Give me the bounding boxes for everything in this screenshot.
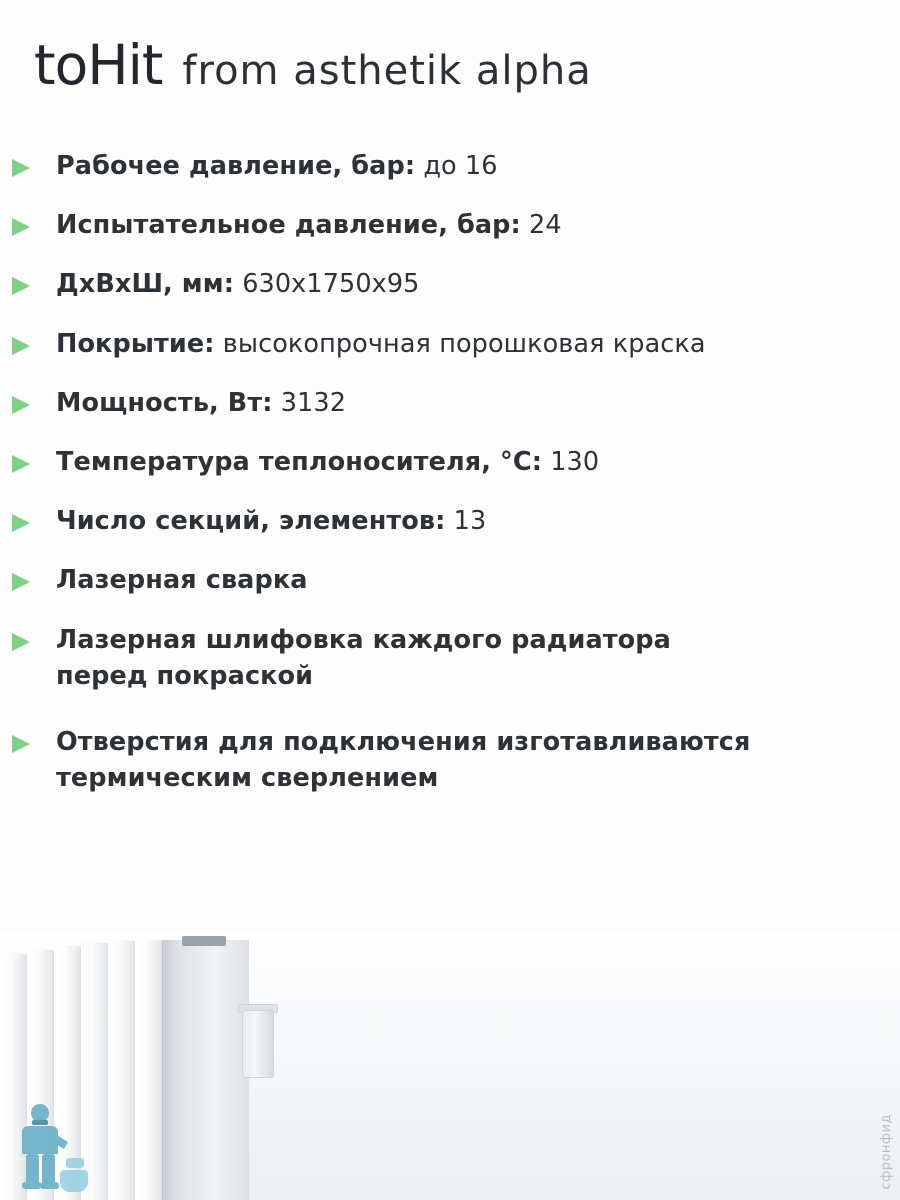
list-item: [0, 444, 900, 480]
spec-value: 130: [542, 447, 600, 478]
spec-label: Температура теплоносителя, °С:: [56, 447, 543, 478]
spec-label: Число секций, элементов:: [56, 506, 446, 537]
list-item: [0, 326, 900, 362]
spec-label: Испытательное давление, бар:: [56, 210, 521, 241]
spec-value: до 16: [415, 151, 498, 181]
radiator-body: [162, 940, 249, 1200]
triangle-bullet-icon: [10, 733, 44, 755]
plumber-illustration-icon: [6, 1096, 98, 1200]
list-item: [0, 207, 900, 243]
spec-value: 24: [520, 210, 562, 241]
spec-text: [56, 385, 346, 421]
brand-tagline: from asthetik alpha: [182, 48, 592, 94]
spec-value: 3132: [272, 387, 347, 418]
list-item: [0, 385, 900, 421]
watermark-text: сфронфид: [879, 1114, 894, 1190]
brand-header: [34, 33, 592, 97]
radiator-fin: [108, 941, 135, 1200]
product-photo: [0, 932, 900, 1200]
spec-text: [56, 326, 706, 362]
spec-label: Лазерная сварка: [56, 565, 308, 596]
spec-label: Мощность, Вт:: [56, 387, 273, 418]
radiator-top-cap: [182, 936, 226, 946]
triangle-bullet-icon: [10, 335, 44, 357]
spec-text: [56, 562, 308, 598]
spec-label: Лазерная шлифовка каждого радиатора перед покраской: [56, 624, 671, 691]
spec-label: Отверстия для подключения изготавливаются термическим сверлением: [56, 727, 751, 794]
list-item: [0, 622, 900, 694]
radiator-valve: [242, 1010, 274, 1078]
triangle-bullet-icon: [10, 157, 44, 179]
list-item: [0, 562, 900, 598]
list-item: [0, 724, 900, 796]
spec-label: ДхВхШ, мм:: [56, 269, 234, 300]
spec-text: [56, 724, 866, 796]
spec-text: [56, 148, 498, 184]
spec-text: [56, 207, 562, 243]
triangle-bullet-icon: [10, 394, 44, 416]
list-item: [0, 148, 900, 184]
list-item: [0, 503, 900, 539]
spec-text: [56, 622, 756, 694]
triangle-bullet-icon: [10, 275, 44, 297]
radiator-fin: [135, 940, 162, 1200]
specification-list: [0, 148, 900, 796]
list-item: [0, 266, 900, 302]
triangle-bullet-icon: [10, 571, 44, 593]
triangle-bullet-icon: [10, 216, 44, 238]
spec-label: Покрытие:: [56, 328, 215, 359]
triangle-bullet-icon: [10, 453, 44, 475]
spec-value: высокопрочная порошковая краска: [214, 328, 706, 359]
spec-text: [56, 503, 486, 539]
brand-logo: toHit: [34, 33, 163, 97]
triangle-bullet-icon: [10, 631, 44, 653]
spec-value: 630x1750x95: [234, 269, 420, 300]
spec-label: Рабочее давление, бар:: [56, 151, 416, 181]
spec-text: [56, 444, 599, 480]
spec-value: 13: [445, 506, 487, 537]
spec-text: [56, 266, 420, 302]
triangle-bullet-icon: [10, 512, 44, 534]
